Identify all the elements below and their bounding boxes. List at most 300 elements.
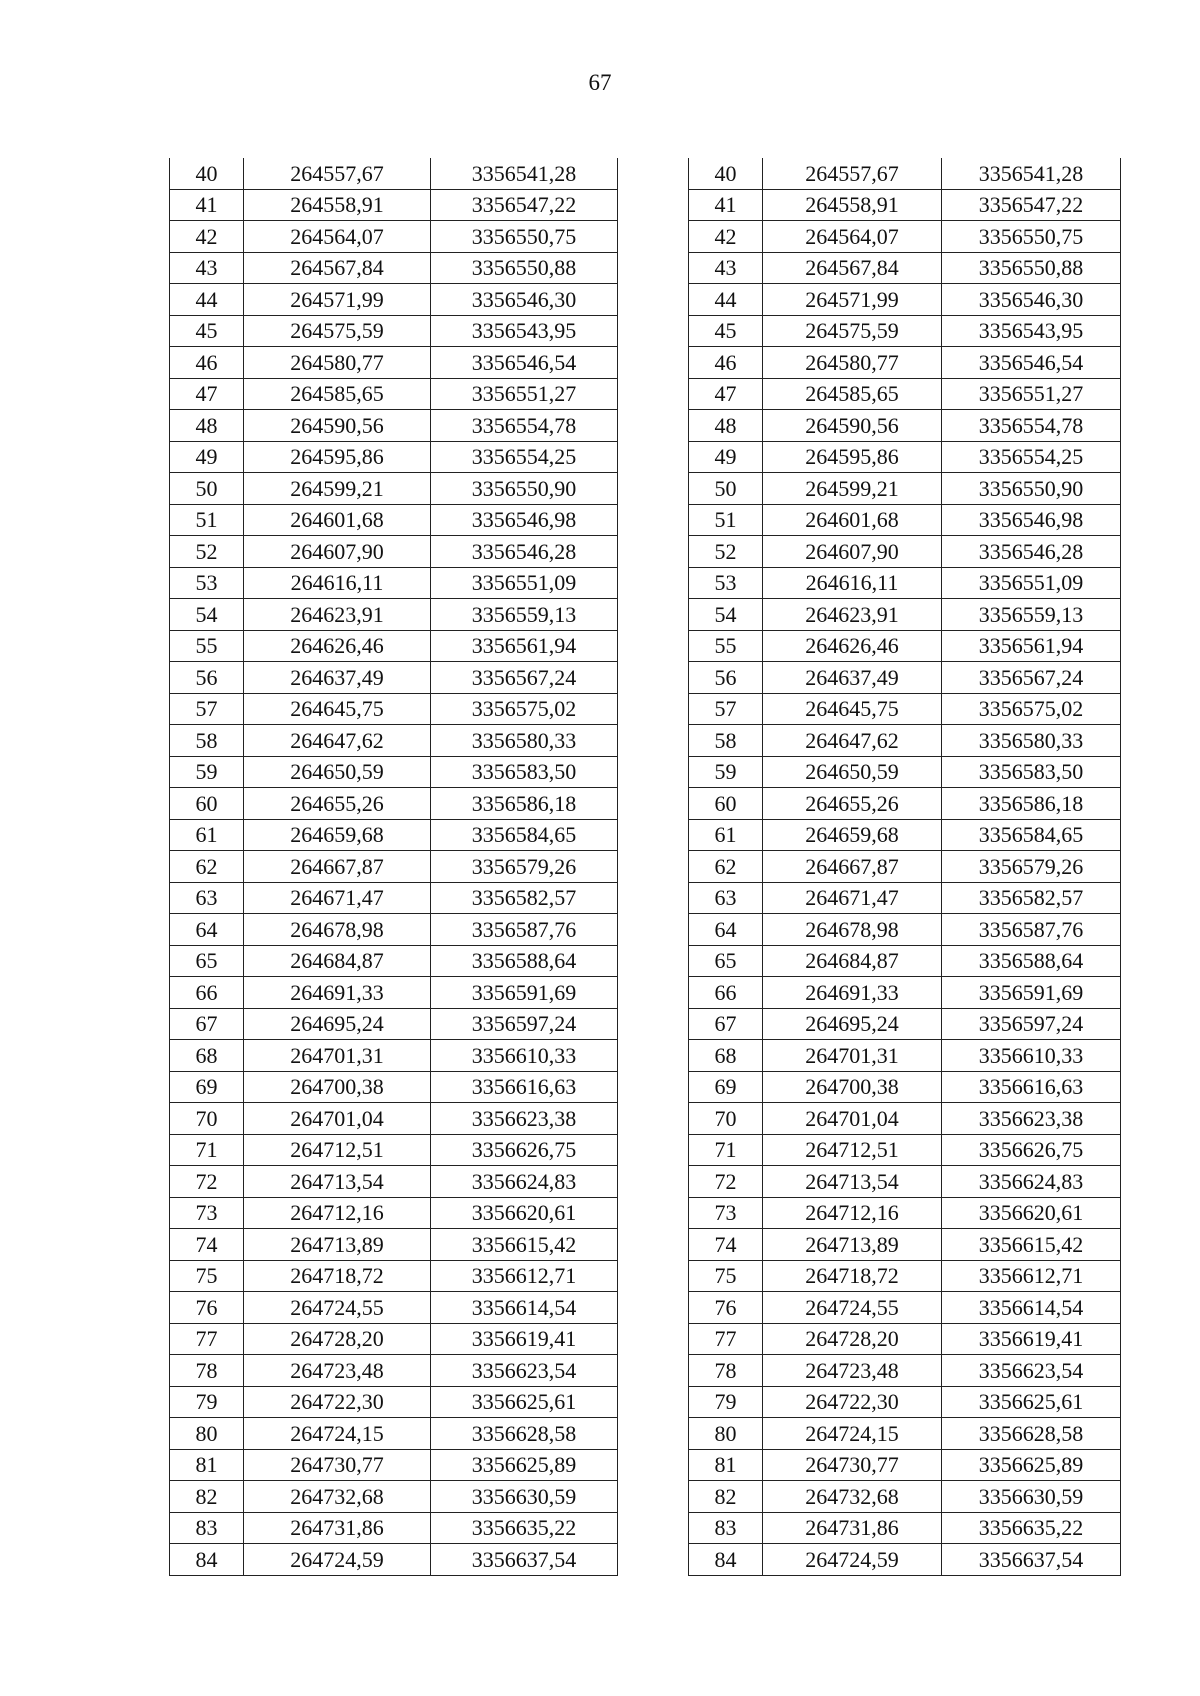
point-number-cell: 56	[170, 662, 244, 694]
table-row	[170, 1355, 618, 1387]
point-number-cell: 79	[170, 1386, 244, 1418]
x-coordinate-cell: 264722,30	[244, 1386, 431, 1418]
point-number-cell: 68	[170, 1040, 244, 1072]
y-coordinate-cell: 3356623,38	[431, 1103, 618, 1135]
y-coordinate-cell: 3356575,02	[431, 693, 618, 725]
x-coordinate-cell: 264732,68	[763, 1481, 942, 1513]
y-coordinate-cell: 3356623,54	[431, 1355, 618, 1387]
table-row	[689, 1260, 1121, 1292]
y-coordinate-cell: 3356620,61	[942, 1197, 1121, 1229]
table-row	[170, 693, 618, 725]
y-coordinate-cell: 3356575,02	[942, 693, 1121, 725]
table-row	[689, 1134, 1121, 1166]
table-row	[689, 662, 1121, 694]
point-number-cell: 53	[689, 567, 763, 599]
point-number-cell: 47	[170, 378, 244, 410]
table-row	[170, 410, 618, 442]
y-coordinate-cell: 3356546,28	[431, 536, 618, 568]
x-coordinate-cell: 264691,33	[244, 977, 431, 1009]
point-number-cell: 56	[689, 662, 763, 694]
y-coordinate-cell: 3356559,13	[431, 599, 618, 631]
y-coordinate-cell: 3356584,65	[942, 819, 1121, 851]
y-coordinate-cell: 3356579,26	[942, 851, 1121, 883]
table-row	[170, 1008, 618, 1040]
point-number-cell: 52	[170, 536, 244, 568]
point-number-cell: 46	[170, 347, 244, 379]
x-coordinate-cell: 264558,91	[763, 189, 942, 221]
y-coordinate-cell: 3356579,26	[431, 851, 618, 883]
y-coordinate-cell: 3356587,76	[942, 914, 1121, 946]
y-coordinate-cell: 3356626,75	[942, 1134, 1121, 1166]
point-number-cell: 64	[689, 914, 763, 946]
x-coordinate-cell: 264671,47	[763, 882, 942, 914]
x-coordinate-cell: 264564,07	[244, 221, 431, 253]
x-coordinate-cell: 264728,20	[244, 1323, 431, 1355]
point-number-cell: 40	[689, 158, 763, 189]
table-row	[170, 1134, 618, 1166]
point-number-cell: 44	[170, 284, 244, 316]
table-row	[689, 945, 1121, 977]
table-row	[689, 1292, 1121, 1324]
x-coordinate-cell: 264678,98	[763, 914, 942, 946]
table-row	[170, 882, 618, 914]
x-coordinate-cell: 264623,91	[763, 599, 942, 631]
x-coordinate-cell: 264659,68	[763, 819, 942, 851]
x-coordinate-cell: 264691,33	[763, 977, 942, 1009]
table-row	[689, 1166, 1121, 1198]
table-row	[170, 315, 618, 347]
y-coordinate-cell: 3356630,59	[942, 1481, 1121, 1513]
table-row	[170, 756, 618, 788]
table-row	[170, 1166, 618, 1198]
x-coordinate-cell: 264616,11	[244, 567, 431, 599]
table-row	[170, 1197, 618, 1229]
table-row	[170, 1481, 618, 1513]
point-number-cell: 66	[689, 977, 763, 1009]
x-coordinate-cell: 264637,49	[763, 662, 942, 694]
x-coordinate-cell: 264724,59	[244, 1544, 431, 1576]
y-coordinate-cell: 3356623,38	[942, 1103, 1121, 1135]
table-row	[689, 1481, 1121, 1513]
x-coordinate-cell: 264557,67	[244, 158, 431, 189]
x-coordinate-cell: 264700,38	[763, 1071, 942, 1103]
table-row	[170, 1103, 618, 1135]
table-row	[689, 725, 1121, 757]
x-coordinate-cell: 264567,84	[244, 252, 431, 284]
y-coordinate-cell: 3356625,89	[431, 1449, 618, 1481]
point-number-cell: 73	[689, 1197, 763, 1229]
point-number-cell: 42	[689, 221, 763, 253]
point-number-cell: 80	[170, 1418, 244, 1450]
coordinates-table-left	[169, 158, 618, 1576]
point-number-cell: 58	[170, 725, 244, 757]
x-coordinate-cell: 264655,26	[763, 788, 942, 820]
y-coordinate-cell: 3356615,42	[942, 1229, 1121, 1261]
table-row	[170, 1449, 618, 1481]
point-number-cell: 67	[689, 1008, 763, 1040]
x-coordinate-cell: 264701,31	[763, 1040, 942, 1072]
x-coordinate-cell: 264723,48	[244, 1355, 431, 1387]
point-number-cell: 64	[170, 914, 244, 946]
table-row	[689, 536, 1121, 568]
x-coordinate-cell: 264637,49	[244, 662, 431, 694]
x-coordinate-cell: 264701,31	[244, 1040, 431, 1072]
x-coordinate-cell: 264732,68	[244, 1481, 431, 1513]
point-number-cell: 72	[689, 1166, 763, 1198]
point-number-cell: 71	[689, 1134, 763, 1166]
point-number-cell: 48	[170, 410, 244, 442]
point-number-cell: 50	[170, 473, 244, 505]
y-coordinate-cell: 3356543,95	[431, 315, 618, 347]
y-coordinate-cell: 3356554,78	[431, 410, 618, 442]
point-number-cell: 83	[689, 1512, 763, 1544]
y-coordinate-cell: 3356554,78	[942, 410, 1121, 442]
x-coordinate-cell: 264564,07	[763, 221, 942, 253]
point-number-cell: 81	[170, 1449, 244, 1481]
point-number-cell: 72	[170, 1166, 244, 1198]
point-number-cell: 70	[170, 1103, 244, 1135]
point-number-cell: 41	[170, 189, 244, 221]
point-number-cell: 40	[170, 158, 244, 189]
y-coordinate-cell: 3356551,27	[942, 378, 1121, 410]
x-coordinate-cell: 264684,87	[763, 945, 942, 977]
point-number-cell: 42	[170, 221, 244, 253]
x-coordinate-cell: 264601,68	[763, 504, 942, 536]
x-coordinate-cell: 264713,89	[244, 1229, 431, 1261]
point-number-cell: 51	[170, 504, 244, 536]
y-coordinate-cell: 3356614,54	[942, 1292, 1121, 1324]
x-coordinate-cell: 264558,91	[244, 189, 431, 221]
x-coordinate-cell: 264731,86	[763, 1512, 942, 1544]
point-number-cell: 54	[170, 599, 244, 631]
y-coordinate-cell: 3356591,69	[431, 977, 618, 1009]
table-row	[170, 914, 618, 946]
x-coordinate-cell: 264701,04	[763, 1103, 942, 1135]
y-coordinate-cell: 3356584,65	[431, 819, 618, 851]
point-number-cell: 66	[170, 977, 244, 1009]
point-number-cell: 61	[689, 819, 763, 851]
y-coordinate-cell: 3356550,75	[431, 221, 618, 253]
x-coordinate-cell: 264722,30	[763, 1386, 942, 1418]
x-coordinate-cell: 264650,59	[244, 756, 431, 788]
point-number-cell: 58	[689, 725, 763, 757]
table-row	[170, 1544, 618, 1576]
y-coordinate-cell: 3356554,25	[431, 441, 618, 473]
x-coordinate-cell: 264590,56	[763, 410, 942, 442]
y-coordinate-cell: 3356546,54	[942, 347, 1121, 379]
x-coordinate-cell: 264580,77	[763, 347, 942, 379]
x-coordinate-cell: 264585,65	[763, 378, 942, 410]
table-row	[170, 347, 618, 379]
y-coordinate-cell: 3356623,54	[942, 1355, 1121, 1387]
page-number: 67	[588, 70, 612, 95]
x-coordinate-cell: 264595,86	[244, 441, 431, 473]
point-number-cell: 48	[689, 410, 763, 442]
point-number-cell: 78	[689, 1355, 763, 1387]
point-number-cell: 43	[170, 252, 244, 284]
y-coordinate-cell: 3356547,22	[431, 189, 618, 221]
y-coordinate-cell: 3356550,90	[431, 473, 618, 505]
x-coordinate-cell: 264595,86	[763, 441, 942, 473]
x-coordinate-cell: 264571,99	[244, 284, 431, 316]
x-coordinate-cell: 264678,98	[244, 914, 431, 946]
x-coordinate-cell: 264701,04	[244, 1103, 431, 1135]
point-number-cell: 79	[689, 1386, 763, 1418]
y-coordinate-cell: 3356588,64	[942, 945, 1121, 977]
point-number-cell: 65	[689, 945, 763, 977]
y-coordinate-cell: 3356547,22	[942, 189, 1121, 221]
point-number-cell: 55	[170, 630, 244, 662]
table-row	[170, 189, 618, 221]
table-row	[170, 1512, 618, 1544]
point-number-cell: 53	[170, 567, 244, 599]
point-number-cell: 61	[170, 819, 244, 851]
point-number-cell: 44	[689, 284, 763, 316]
x-coordinate-cell: 264607,90	[763, 536, 942, 568]
point-number-cell: 63	[689, 882, 763, 914]
point-number-cell: 73	[170, 1197, 244, 1229]
y-coordinate-cell: 3356583,50	[942, 756, 1121, 788]
x-coordinate-cell: 264650,59	[763, 756, 942, 788]
y-coordinate-cell: 3356561,94	[431, 630, 618, 662]
y-coordinate-cell: 3356620,61	[431, 1197, 618, 1229]
y-coordinate-cell: 3356580,33	[942, 725, 1121, 757]
x-coordinate-cell: 264590,56	[244, 410, 431, 442]
x-coordinate-cell: 264731,86	[244, 1512, 431, 1544]
x-coordinate-cell: 264723,48	[763, 1355, 942, 1387]
x-coordinate-cell: 264671,47	[244, 882, 431, 914]
y-coordinate-cell: 3356543,95	[942, 315, 1121, 347]
x-coordinate-cell: 264712,16	[763, 1197, 942, 1229]
y-coordinate-cell: 3356597,24	[942, 1008, 1121, 1040]
table-row	[689, 473, 1121, 505]
x-coordinate-cell: 264713,54	[763, 1166, 942, 1198]
x-coordinate-cell: 264730,77	[244, 1449, 431, 1481]
table-row	[170, 504, 618, 536]
y-coordinate-cell: 3356550,75	[942, 221, 1121, 253]
y-coordinate-cell: 3356597,24	[431, 1008, 618, 1040]
table-row	[170, 536, 618, 568]
table-row	[689, 1229, 1121, 1261]
y-coordinate-cell: 3356559,13	[942, 599, 1121, 631]
point-number-cell: 68	[689, 1040, 763, 1072]
table-row	[170, 788, 618, 820]
point-number-cell: 83	[170, 1512, 244, 1544]
table-row	[689, 221, 1121, 253]
table-row	[170, 1418, 618, 1450]
y-coordinate-cell: 3356616,63	[942, 1071, 1121, 1103]
table-row	[689, 1386, 1121, 1418]
x-coordinate-cell: 264616,11	[763, 567, 942, 599]
y-coordinate-cell: 3356626,75	[431, 1134, 618, 1166]
y-coordinate-cell: 3356586,18	[942, 788, 1121, 820]
table-row	[170, 599, 618, 631]
y-coordinate-cell: 3356619,41	[942, 1323, 1121, 1355]
y-coordinate-cell: 3356546,54	[431, 347, 618, 379]
point-number-cell: 81	[689, 1449, 763, 1481]
y-coordinate-cell: 3356567,24	[431, 662, 618, 694]
table-row	[689, 189, 1121, 221]
table-row	[689, 1008, 1121, 1040]
table-row	[170, 1229, 618, 1261]
point-number-cell: 70	[689, 1103, 763, 1135]
x-coordinate-cell: 264712,51	[244, 1134, 431, 1166]
x-coordinate-cell: 264580,77	[244, 347, 431, 379]
y-coordinate-cell: 3356612,71	[431, 1260, 618, 1292]
table-row	[689, 914, 1121, 946]
y-coordinate-cell: 3356586,18	[431, 788, 618, 820]
y-coordinate-cell: 3356546,28	[942, 536, 1121, 568]
x-coordinate-cell: 264724,55	[763, 1292, 942, 1324]
table-row	[170, 630, 618, 662]
point-number-cell: 45	[689, 315, 763, 347]
x-coordinate-cell: 264623,91	[244, 599, 431, 631]
x-coordinate-cell: 264724,59	[763, 1544, 942, 1576]
table-row	[170, 851, 618, 883]
table-row	[170, 725, 618, 757]
x-coordinate-cell: 264575,59	[763, 315, 942, 347]
y-coordinate-cell: 3356615,42	[431, 1229, 618, 1261]
x-coordinate-cell: 264724,15	[244, 1418, 431, 1450]
x-coordinate-cell: 264626,46	[763, 630, 942, 662]
y-coordinate-cell: 3356588,64	[431, 945, 618, 977]
table-row	[170, 378, 618, 410]
table-row	[689, 1355, 1121, 1387]
y-coordinate-cell: 3356635,22	[431, 1512, 618, 1544]
y-coordinate-cell: 3356625,61	[942, 1386, 1121, 1418]
table-row	[689, 851, 1121, 883]
point-number-cell: 59	[170, 756, 244, 788]
y-coordinate-cell: 3356546,98	[942, 504, 1121, 536]
table-row	[689, 1197, 1121, 1229]
point-number-cell: 55	[689, 630, 763, 662]
x-coordinate-cell: 264713,89	[763, 1229, 942, 1261]
point-number-cell: 75	[689, 1260, 763, 1292]
y-coordinate-cell: 3356551,27	[431, 378, 618, 410]
table-row	[689, 819, 1121, 851]
y-coordinate-cell: 3356591,69	[942, 977, 1121, 1009]
y-coordinate-cell: 3356554,25	[942, 441, 1121, 473]
y-coordinate-cell: 3356550,88	[942, 252, 1121, 284]
table-row	[689, 347, 1121, 379]
table-row	[689, 567, 1121, 599]
x-coordinate-cell: 264647,62	[244, 725, 431, 757]
x-coordinate-cell: 264575,59	[244, 315, 431, 347]
y-coordinate-cell: 3356610,33	[942, 1040, 1121, 1072]
point-number-cell: 80	[689, 1418, 763, 1450]
x-coordinate-cell: 264667,87	[244, 851, 431, 883]
x-coordinate-cell: 264601,68	[244, 504, 431, 536]
point-number-cell: 78	[170, 1355, 244, 1387]
point-number-cell: 82	[689, 1481, 763, 1513]
y-coordinate-cell: 3356612,71	[942, 1260, 1121, 1292]
table-row	[689, 1040, 1121, 1072]
point-number-cell: 69	[170, 1071, 244, 1103]
y-coordinate-cell: 3356546,30	[431, 284, 618, 316]
table-row	[689, 599, 1121, 631]
table-row	[170, 441, 618, 473]
point-number-cell: 57	[689, 693, 763, 725]
y-coordinate-cell: 3356616,63	[431, 1071, 618, 1103]
table-row	[170, 158, 618, 189]
y-coordinate-cell: 3356567,24	[942, 662, 1121, 694]
table-row	[170, 284, 618, 316]
point-number-cell: 59	[689, 756, 763, 788]
x-coordinate-cell: 264667,87	[763, 851, 942, 883]
y-coordinate-cell: 3356587,76	[431, 914, 618, 946]
point-number-cell: 43	[689, 252, 763, 284]
y-coordinate-cell: 3356541,28	[942, 158, 1121, 189]
table-row	[689, 441, 1121, 473]
table-row	[170, 567, 618, 599]
table-row	[689, 158, 1121, 189]
table-row	[689, 693, 1121, 725]
x-coordinate-cell: 264718,72	[763, 1260, 942, 1292]
y-coordinate-cell: 3356610,33	[431, 1040, 618, 1072]
y-coordinate-cell: 3356582,57	[942, 882, 1121, 914]
table-row	[689, 756, 1121, 788]
y-coordinate-cell: 3356546,30	[942, 284, 1121, 316]
x-coordinate-cell: 264567,84	[763, 252, 942, 284]
x-coordinate-cell: 264647,62	[763, 725, 942, 757]
y-coordinate-cell: 3356582,57	[431, 882, 618, 914]
point-number-cell: 57	[170, 693, 244, 725]
table-row	[689, 315, 1121, 347]
point-number-cell: 46	[689, 347, 763, 379]
point-number-cell: 75	[170, 1260, 244, 1292]
x-coordinate-cell: 264626,46	[244, 630, 431, 662]
y-coordinate-cell: 3356637,54	[431, 1544, 618, 1576]
table-row	[689, 1103, 1121, 1135]
x-coordinate-cell: 264655,26	[244, 788, 431, 820]
point-number-cell: 82	[170, 1481, 244, 1513]
table-row	[170, 1323, 618, 1355]
y-coordinate-cell: 3356625,61	[431, 1386, 618, 1418]
table-row	[689, 882, 1121, 914]
y-coordinate-cell: 3356551,09	[431, 567, 618, 599]
point-number-cell: 84	[170, 1544, 244, 1576]
x-coordinate-cell: 264695,24	[244, 1008, 431, 1040]
x-coordinate-cell: 264712,51	[763, 1134, 942, 1166]
point-number-cell: 69	[689, 1071, 763, 1103]
point-number-cell: 67	[170, 1008, 244, 1040]
y-coordinate-cell: 3356624,83	[431, 1166, 618, 1198]
table-row	[170, 221, 618, 253]
table-row	[170, 977, 618, 1009]
table-row	[689, 378, 1121, 410]
table-row	[170, 1260, 618, 1292]
y-coordinate-cell: 3356541,28	[431, 158, 618, 189]
table-row	[689, 1544, 1121, 1576]
point-number-cell: 60	[170, 788, 244, 820]
point-number-cell: 76	[170, 1292, 244, 1324]
point-number-cell: 49	[689, 441, 763, 473]
point-number-cell: 77	[170, 1323, 244, 1355]
point-number-cell: 49	[170, 441, 244, 473]
table-row	[689, 1418, 1121, 1450]
point-number-cell: 45	[170, 315, 244, 347]
point-number-cell: 71	[170, 1134, 244, 1166]
point-number-cell: 41	[689, 189, 763, 221]
y-coordinate-cell: 3356628,58	[942, 1418, 1121, 1450]
x-coordinate-cell: 264713,54	[244, 1166, 431, 1198]
point-number-cell: 74	[170, 1229, 244, 1261]
point-number-cell: 62	[170, 851, 244, 883]
y-coordinate-cell: 3356619,41	[431, 1323, 618, 1355]
table-row	[689, 1449, 1121, 1481]
table-row	[689, 504, 1121, 536]
x-coordinate-cell: 264728,20	[763, 1323, 942, 1355]
